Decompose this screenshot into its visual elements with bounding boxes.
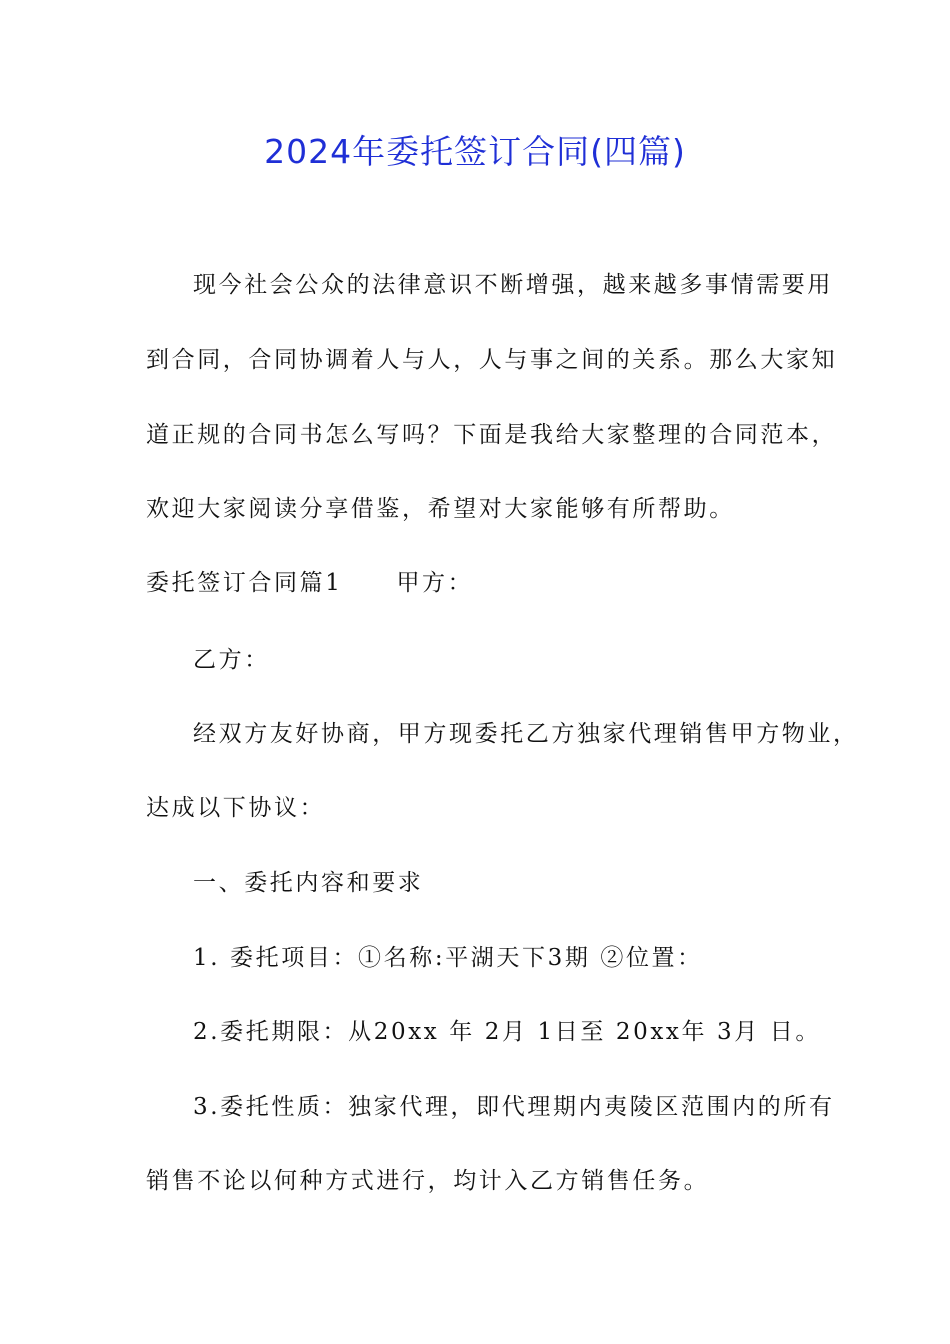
clause-heading: 一、委托内容和要求 (193, 870, 424, 896)
party-a-label: 甲方： (396, 570, 474, 596)
clause-item-3-line-2: 销售不论以何种方式进行，均计入乙方销售任务。 (146, 1168, 710, 1194)
document-title: 2024年委托签订合同(四篇) (264, 132, 686, 171)
clause-item-1: 1. 委托项目：①名称:平湖天下3期 ②位置： (193, 945, 703, 971)
section-heading-line (146, 568, 846, 598)
clause-item-2: 2.委托期限：从20xx 年 2月 1日至 20xx年 3月 日。 (193, 1019, 821, 1045)
agreement-line-2: 达成以下协议： (146, 795, 326, 821)
intro-line-1: 现今社会公众的法律意识不断增强，越来越多事情需要用 (193, 272, 833, 298)
intro-line-3: 道正规的合同书怎么写吗？下面是我给大家整理的合同范本， (146, 422, 838, 448)
intro-line-4: 欢迎大家阅读分享借鉴，希望对大家能够有所帮助。 (146, 496, 735, 522)
clause-item-3-line-1: 3.委托性质：独家代理，即代理期内夷陵区范围内的所有 (193, 1094, 835, 1120)
section1-heading: 委托签订合同篇1 (146, 570, 343, 596)
intro-line-2: 到合同，合同协调着人与人，人与事之间的关系。那么大家知 (146, 347, 838, 373)
party-b-label: 乙方： (193, 647, 270, 673)
agreement-line-1: 经双方友好协商，甲方现委托乙方独家代理销售甲方物业， (193, 721, 859, 747)
